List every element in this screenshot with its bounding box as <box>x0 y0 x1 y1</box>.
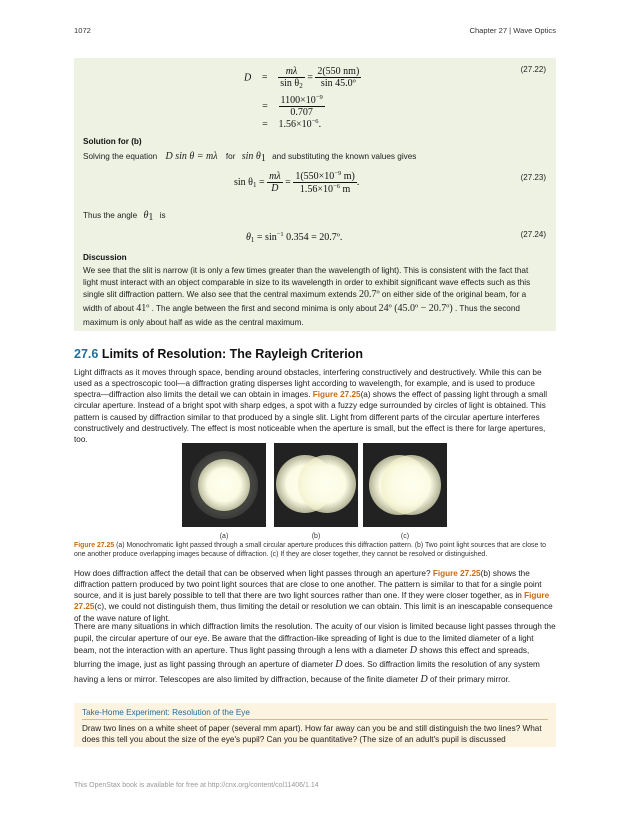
figure-panel-c <box>363 443 447 527</box>
divider <box>82 719 548 720</box>
equation-27-22-line3: = $1.56\times 10^{-6}$. <box>262 118 322 130</box>
figure-link[interactable]: Figure 27.25 <box>432 569 481 578</box>
section-number: 27.6 <box>74 347 99 361</box>
equation-27-22-line2: = $\frac{1100\times 10^{-9}}{0.707}$ <box>262 94 323 118</box>
section-heading: Limits of Resolution: The Rayleigh Criterion <box>101 347 363 361</box>
paragraph-resolution-limits: There are many situations in which diffraction limits the resolution. The acuity of our vision is limited because light passes through the pupil, the circular aperture of our eye. Be aware that the diffraction-like spreading of light is due to the limited diameter of a light beam, not the interaction with an aperture. Thus light passing through a lens with a diameter D shows this effect and spreads, blurring the image, just as light passing through an aperture of diameter D does. So diffraction limits the resolution of any system having a lens or mirror. Telescopes are also limited by diffraction, because of the finite diameter D of their primary mirror. <box>74 622 556 685</box>
figure-link[interactable]: Figure 27.25 <box>74 591 550 612</box>
paragraph-intro: Light diffracts as it moves through space, bending around obstacles, interfering constructively and destructively. While this can be used as a spectroscopic tool—a diffraction grating disperses light according to wavelength, for example, and is used to produce spectra—diffraction also limits the detail we can obtain in images. Figure 27.25(a) shows the effect of passing light through a small circular aperture. Instead of a bright spot with sharp edges, a spot with a fuzzy edge surrounded by circles of light is obtained. This pattern is caused by diffraction similar to that produced by a single slit. Light from different parts of the circular aperture interferes constructively and destructively. The effect is most noticeable when the aperture is small, but the effect is there for large apertures, too. <box>74 368 548 444</box>
equation-number: (27.24) <box>520 230 546 239</box>
fraction: $\frac{m\lambda}{\sin \theta_2}$ <box>280 66 303 90</box>
take-home-text: Draw two lines on a white sheet of paper (several mm apart). How far away can you be and still distinguish the two lines? What does this tell you about the size of the eye's pupil? Can you be quantitative? (The size of an adult's pupil is discussed <box>82 724 542 745</box>
section-title <box>74 346 363 363</box>
figure-label-b: (b) <box>311 533 321 540</box>
figure-panel-b <box>274 443 358 527</box>
figure-label-a: (a) <box>219 533 229 540</box>
take-home-experiment-box <box>74 703 556 747</box>
equation-27-22-line1: D = $\frac{m\lambda}{\sin \theta_2}$ = $\frac{2(550 nm)}{\text{sin 45.0º}}$ <box>244 66 360 90</box>
figure-link[interactable]: Figure 27.25 <box>312 390 361 400</box>
page-footer: This OpenStax book is available for free at http://cnx.org/content/col11406/1.14 <box>74 782 319 789</box>
page-header <box>74 26 556 38</box>
fraction: $\frac{2(550 nm)}{\text{sin 45.0º}}$ <box>317 66 360 90</box>
equation-27-23: $\sin \theta_1$ = $\frac{m\lambda}{D}$ = $\frac{1(550\times 10^{-9} m)}{1.56\times 10^{-6} m}$ . <box>234 170 360 195</box>
equation-27-24: $\theta_1 = \sin^{-1} 0.354$ = 20.7º. <box>246 231 343 244</box>
figure-caption-label: Figure 27.25 <box>74 542 115 549</box>
discussion-heading: Discussion <box>83 253 127 262</box>
paragraph-diffraction-detail: How does diffraction affect the detail that can be observed when light passes through an aperture? Figure 27.25(b) shows the diffraction pattern produced by two point light sources that are close to one another. The pattern is similar to that for a single point source, and it is just barely possible to tell that there are two light sources rather than one. If they were closer together, as in Figure 27.25(c), we could not distinguish them, thus limiting the detail or resolution we can obtain. This limit is an inescapable consequence of the wave nature of light. <box>74 569 553 623</box>
discussion-text: We see that the slit is narrow (it is only a few times greater than the wavelength of light). This is consistent with the fact that light must interact with an object comparable in size to its wavelength in order to exhibit significant wave effects such as this single slit diffraction pattern. We also see that the central maximum extends 20.7º on either side of the original beam, for a width of about 41º . The angle between the first and second minima is only about 24º (45.0º − 20.7º) . Thus the second maximum is only about half as wide as the central maximum. <box>83 266 531 327</box>
thus-text: Thus the angle θ1 is <box>83 210 166 223</box>
figure-27-25 <box>182 443 450 529</box>
figure-label-c: (c) <box>400 533 410 540</box>
solution-b-intro: Solving the equation D sin θ = mλ for sin θ1 and substituting the known values gives <box>83 151 417 164</box>
equation-number: (27.22) <box>520 65 546 74</box>
figure-panel-a <box>182 443 266 527</box>
take-home-title: Take-Home Experiment: Resolution of the Eye <box>82 708 250 717</box>
page-number: 1072 <box>74 26 91 35</box>
example-box <box>74 58 556 331</box>
chapter-title: Chapter 27 | Wave Optics <box>469 26 556 35</box>
equation-number: (27.23) <box>520 173 546 182</box>
solution-b-heading: Solution for (b) <box>83 137 142 146</box>
figure-caption: Figure 27.25 (a) Monochromatic light passed through a small circular aperture produces this diffraction pattern. (b) Two point light sources that are close to one another produce overlapping images because of diffraction. (c) If they are closer together, they cannot be resolved or distinguished. <box>74 542 546 558</box>
